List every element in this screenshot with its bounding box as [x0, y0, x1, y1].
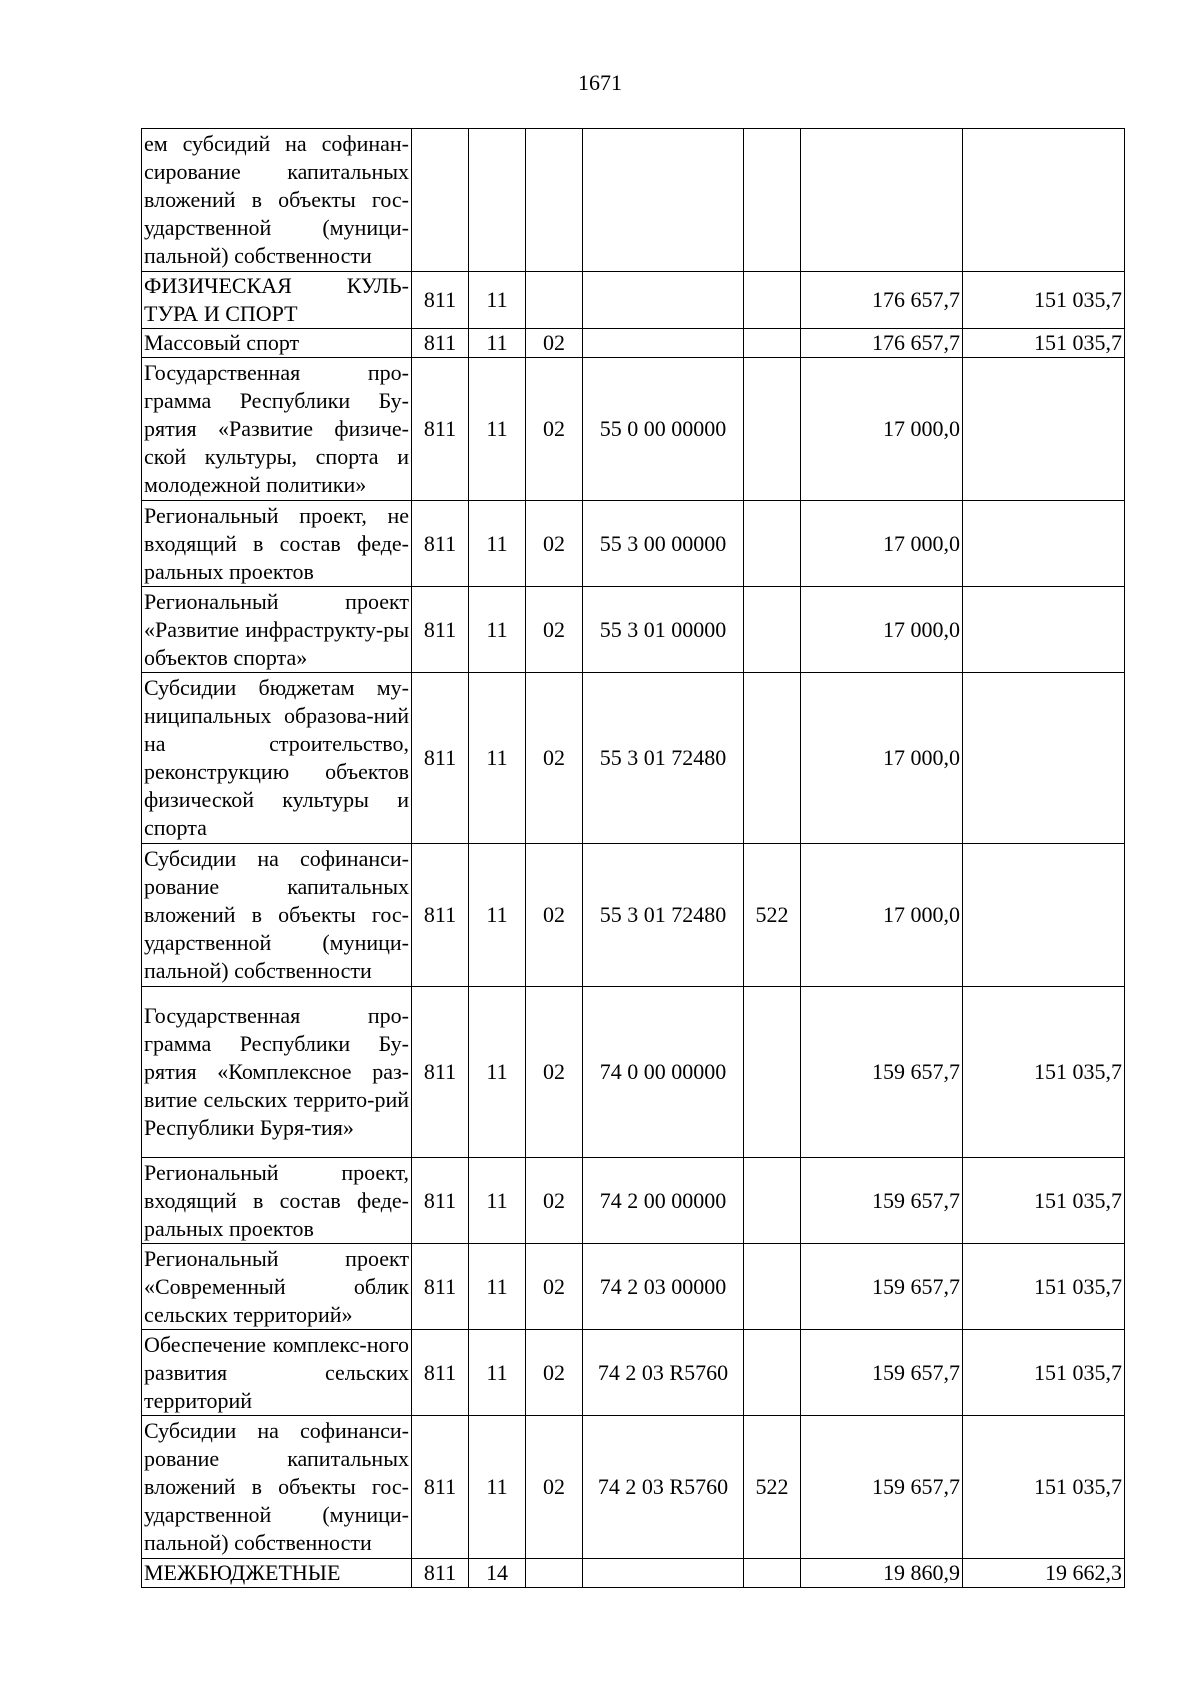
- gr-cell: 811: [412, 358, 469, 501]
- sum2-cell: 151 035,7: [963, 987, 1125, 1158]
- vr-cell: 522: [744, 1416, 801, 1559]
- vr-cell: [744, 587, 801, 673]
- sum2-cell: 151 035,7: [963, 1158, 1125, 1244]
- csr-cell: 55 3 01 00000: [583, 587, 744, 673]
- table-row: [142, 1158, 1125, 1244]
- row-name-cell: МЕЖБЮДЖЕТНЫЕ: [142, 1559, 412, 1588]
- csr-cell: 74 2 03 R5760: [583, 1330, 744, 1416]
- sum2-cell: 151 035,7: [963, 1244, 1125, 1330]
- sum1-cell: 176 657,7: [801, 329, 963, 358]
- vr-cell: [744, 501, 801, 587]
- gr-cell: 811: [412, 1244, 469, 1330]
- gr-cell: 811: [412, 1330, 469, 1416]
- pr-cell: [526, 1559, 583, 1588]
- rz-cell: 14: [469, 1559, 526, 1588]
- csr-cell: [583, 1559, 744, 1588]
- csr-cell: 55 3 00 00000: [583, 501, 744, 587]
- gr-cell: 811: [412, 987, 469, 1158]
- table-body: [142, 129, 1125, 1588]
- pr-cell: 02: [526, 587, 583, 673]
- table-row: [142, 1559, 1125, 1588]
- csr-cell: 74 2 00 00000: [583, 1158, 744, 1244]
- table-row: [142, 129, 1125, 272]
- rz-cell: 11: [469, 1416, 526, 1559]
- rz-cell: 11: [469, 358, 526, 501]
- vr-cell: [744, 272, 801, 329]
- vr-cell: [744, 1244, 801, 1330]
- row-name-cell: Государственная про-грамма Республики Бу-рятия «Комплексное раз-витие сельских террито-рий Республики Буря-тия»: [142, 987, 412, 1158]
- sum1-cell: 159 657,7: [801, 1416, 963, 1559]
- pr-cell: 02: [526, 987, 583, 1158]
- sum2-cell: 151 035,7: [963, 329, 1125, 358]
- vr-cell: [744, 987, 801, 1158]
- csr-cell: 74 2 03 00000: [583, 1244, 744, 1330]
- gr-cell: 811: [412, 587, 469, 673]
- table-row: [142, 587, 1125, 673]
- sum1-cell: 159 657,7: [801, 1158, 963, 1244]
- table-row: [142, 329, 1125, 358]
- row-name-cell: Региональный проект, входящий в состав феде-ральных проектов: [142, 1158, 412, 1244]
- page-number: 1671: [578, 70, 622, 95]
- row-name-cell: Субсидии бюджетам му-ниципальных образова-ний на строительство, реконструкцию объектов физической культуры и спорта: [142, 673, 412, 844]
- gr-cell: [412, 129, 469, 272]
- row-name-cell: ФИЗИЧЕСКАЯ КУЛЬ-ТУРА И СПОРТ: [142, 272, 412, 329]
- sum1-cell: 159 657,7: [801, 1244, 963, 1330]
- sum1-cell: 17 000,0: [801, 358, 963, 501]
- row-name-cell: Государственная про-грамма Республики Бу-рятия «Развитие физиче-ской культуры, спорта и молодежной политики»: [142, 358, 412, 501]
- pr-cell: 02: [526, 1330, 583, 1416]
- vr-cell: [744, 129, 801, 272]
- sum1-cell: 17 000,0: [801, 501, 963, 587]
- rz-cell: 11: [469, 501, 526, 587]
- pr-cell: [526, 129, 583, 272]
- gr-cell: 811: [412, 272, 469, 329]
- table-row: [142, 673, 1125, 844]
- budget-table: [141, 128, 1125, 1588]
- row-name-cell: Субсидии на софинанси-рование капитальных вложений в объекты гос-ударственной (муници-пальной) собственности: [142, 1416, 412, 1559]
- pr-cell: 02: [526, 358, 583, 501]
- row-name-cell: Региональный проект «Развитие инфраструкту-ры объектов спорта»: [142, 587, 412, 673]
- sum2-cell: 19 662,3: [963, 1559, 1125, 1588]
- pr-cell: 02: [526, 501, 583, 587]
- gr-cell: 811: [412, 1416, 469, 1559]
- sum1-cell: 176 657,7: [801, 272, 963, 329]
- vr-cell: [744, 1330, 801, 1416]
- row-name-cell: ем субсидий на софинан-сирование капитальных вложений в объекты гос-ударственной (муници-пальной) собственности: [142, 129, 412, 272]
- vr-cell: [744, 1559, 801, 1588]
- sum2-cell: 151 035,7: [963, 1330, 1125, 1416]
- gr-cell: 811: [412, 501, 469, 587]
- gr-cell: 811: [412, 329, 469, 358]
- vr-cell: [744, 673, 801, 844]
- sum2-cell: [963, 844, 1125, 987]
- rz-cell: [469, 129, 526, 272]
- table-row: [142, 272, 1125, 329]
- sum1-cell: 159 657,7: [801, 1330, 963, 1416]
- sum1-cell: [801, 129, 963, 272]
- vr-cell: [744, 329, 801, 358]
- pr-cell: 02: [526, 1244, 583, 1330]
- csr-cell: [583, 329, 744, 358]
- sum1-cell: 17 000,0: [801, 587, 963, 673]
- rz-cell: 11: [469, 1158, 526, 1244]
- table-row: [142, 987, 1125, 1158]
- gr-cell: 811: [412, 673, 469, 844]
- row-name-cell: Региональный проект, не входящий в состав феде-ральных проектов: [142, 501, 412, 587]
- gr-cell: 811: [412, 844, 469, 987]
- sum1-cell: 17 000,0: [801, 673, 963, 844]
- sum2-cell: [963, 587, 1125, 673]
- row-name-cell: Массовый спорт: [142, 329, 412, 358]
- pr-cell: 02: [526, 1158, 583, 1244]
- csr-cell: 55 3 01 72480: [583, 673, 744, 844]
- vr-cell: [744, 1158, 801, 1244]
- csr-cell: 74 2 03 R5760: [583, 1416, 744, 1559]
- table-row: [142, 358, 1125, 501]
- table-row: [142, 844, 1125, 987]
- sum2-cell: [963, 673, 1125, 844]
- sum1-cell: 19 860,9: [801, 1559, 963, 1588]
- csr-cell: 55 3 01 72480: [583, 844, 744, 987]
- rz-cell: 11: [469, 673, 526, 844]
- pr-cell: 02: [526, 329, 583, 358]
- csr-cell: 55 0 00 00000: [583, 358, 744, 501]
- pr-cell: [526, 272, 583, 329]
- row-name-cell: Обеспечение комплекс-ного развития сельских территорий: [142, 1330, 412, 1416]
- gr-cell: 811: [412, 1158, 469, 1244]
- csr-cell: 74 0 00 00000: [583, 987, 744, 1158]
- pr-cell: 02: [526, 844, 583, 987]
- rz-cell: 11: [469, 329, 526, 358]
- row-name-cell: Субсидии на софинанси-рование капитальных вложений в объекты гос-ударственной (муници-пальной) собственности: [142, 844, 412, 987]
- vr-cell: 522: [744, 844, 801, 987]
- csr-cell: [583, 272, 744, 329]
- sum1-cell: 159 657,7: [801, 987, 963, 1158]
- rz-cell: 11: [469, 587, 526, 673]
- sum2-cell: [963, 358, 1125, 501]
- rz-cell: 11: [469, 1330, 526, 1416]
- sum2-cell: [963, 501, 1125, 587]
- rz-cell: 11: [469, 844, 526, 987]
- sum2-cell: 151 035,7: [963, 1416, 1125, 1559]
- gr-cell: 811: [412, 1559, 469, 1588]
- rz-cell: 11: [469, 272, 526, 329]
- table-row: [142, 1330, 1125, 1416]
- rz-cell: 11: [469, 1244, 526, 1330]
- sum1-cell: 17 000,0: [801, 844, 963, 987]
- row-name-cell: Региональный проект «Современный облик сельских территорий»: [142, 1244, 412, 1330]
- pr-cell: 02: [526, 673, 583, 844]
- table-row: [142, 1416, 1125, 1559]
- table-row: [142, 1244, 1125, 1330]
- vr-cell: [744, 358, 801, 501]
- table-row: [142, 501, 1125, 587]
- sum2-cell: [963, 129, 1125, 272]
- pr-cell: 02: [526, 1416, 583, 1559]
- csr-cell: [583, 129, 744, 272]
- sum2-cell: 151 035,7: [963, 272, 1125, 329]
- rz-cell: 11: [469, 987, 526, 1158]
